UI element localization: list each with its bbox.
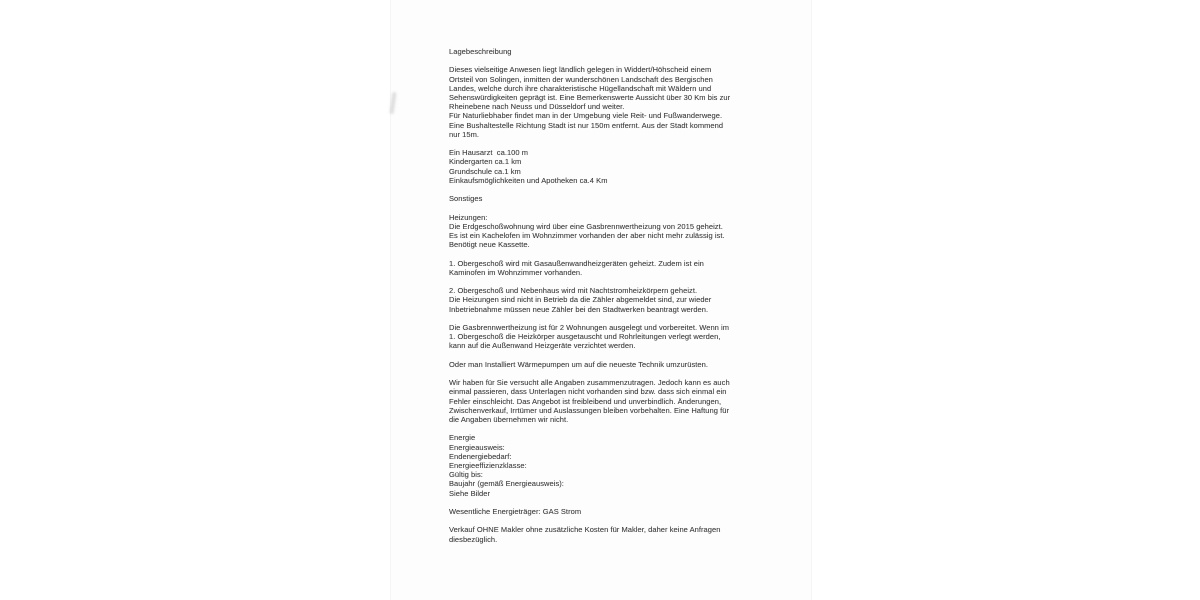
text-line: Sehenswürdigkeiten geprägt ist. Eine Bemerkenswerte Aussicht über 30 Km bis zur — [449, 93, 731, 102]
text-line: Energie — [449, 433, 476, 443]
text-line: Energieeffizienzklasse: — [449, 460, 527, 470]
text-line: Landes, welche durch ihre charakteristische Hügellandschaft mit Wäldern und — [449, 83, 712, 93]
text-line: Sonstiges — [449, 194, 483, 204]
text-line: Ortsteil von Solingen, inmitten der wunderschönen Landschaft des Bergischen — [449, 74, 713, 84]
document-paragraphs — [449, 65, 781, 543]
text-line: 2. Obergeschoß und Nebenhaus wird mit Nachtstromheizkörpern geheizt. — [449, 286, 698, 296]
text-line: einmal passieren, dass Unterlagen nicht vorhanden sind bzw. dass sich einmal ein — [449, 387, 727, 397]
text-line: Ein Hausarzt ca.100 m — [449, 148, 529, 158]
text-line: Kaminofen im Wohnzimmer vorhanden. — [449, 267, 583, 277]
text-line: Fehler einschleicht. Das Angebot ist freibleibend und unverbindlich. Änderungen, — [449, 396, 722, 406]
text-line: Die Heizungen sind nicht in Betrieb da die Zähler abgemeldet sind, zur wieder — [449, 295, 712, 305]
text-line: diesbezüglich. — [449, 534, 498, 544]
text-line: Grundschule ca.1 km — [449, 166, 521, 176]
text-line: Lagebeschreibung — [449, 47, 512, 56]
text-line: Die Erdgeschoßwohnung wird über eine Gasbrennwertheizung von 2015 geheizt. — [449, 221, 723, 231]
text-line: Endenergiebedarf: — [449, 451, 512, 461]
text-line: Einkaufsmöglichkeiten und Apotheken ca.4 Km — [449, 175, 608, 185]
text-line: Gültig bis: — [449, 470, 483, 480]
text-line: Energieausweis: — [449, 442, 505, 452]
document-body — [391, 0, 811, 553]
text-line: Kindergarten ca.1 km — [449, 157, 522, 167]
paragraph-heizung-obergeschoss-1 — [449, 259, 781, 277]
paragraph-haftungsausschluss — [449, 378, 781, 424]
text-line: Inbetriebnahme müssen neue Zähler bei den Stadtwerken beantragt werden. — [449, 304, 709, 314]
paragraph-gasbrennwertheizung-auslegung — [449, 323, 781, 351]
text-line: Rheinebene nach Neuss und Düsseldorf und weiter. — [449, 102, 625, 112]
text-line: Zwischenverkauf, Irrtümer und Auslassungen bleiben vorbehalten. Eine Haftung für — [449, 405, 729, 415]
paragraph-heizung-obergeschoss-2 — [449, 286, 781, 314]
text-line: die Angaben übernehmen wir nicht. — [449, 414, 569, 424]
paragraph-sonstiges-heading — [449, 194, 781, 203]
paragraph-nearby-distances — [449, 148, 781, 185]
text-line: Benötigt neue Kassette. — [449, 240, 530, 250]
text-line: Siehe Bilder — [449, 488, 491, 498]
text-line: Es ist ein Kachelofen im Wohnzimmer vorhanden der aber nicht mehr zulässig ist. — [449, 231, 725, 240]
text-line: Für Naturliebhaber findet man in der Umgebung viele Reit- und Fußwanderwege. — [449, 111, 723, 121]
text-line: kann auf die Außenwand Heizgeräte verzichtet werden. — [449, 341, 636, 351]
text-line: Wesentliche Energieträger: GAS Strom — [449, 506, 582, 516]
document-title — [449, 47, 781, 56]
text-line: nur 15m. — [449, 129, 479, 139]
scanned-page — [390, 0, 812, 600]
text-line: Verkauf OHNE Makler ohne zusätzliche Kosten für Makler, daher keine Anfragen — [449, 525, 721, 535]
paragraph-location-description — [449, 65, 781, 139]
paragraph-energietraeger — [449, 507, 781, 516]
paragraph-waermepumpen-hinweis — [449, 360, 781, 369]
text-line: 1. Obergeschoß die Heizkörper ausgetauscht und Rohrleitungen verlegt werden, — [449, 332, 721, 342]
paragraph-heizungen-erdgeschoss — [449, 213, 781, 250]
text-line: Wir haben für Sie versucht alle Angaben zusammenzutragen. Jedoch kann es auch — [449, 378, 730, 388]
paragraph-energie-angaben — [449, 433, 781, 497]
paragraph-verkauf-ohne-makler — [449, 525, 781, 543]
text-line: Eine Bushaltestelle Richtung Stadt ist nur 150m entfernt. Aus der Stadt kommend — [449, 120, 724, 130]
text-line: Baujahr (gemäß Energieausweis): — [449, 479, 564, 489]
text-line: 1. Obergeschoß wird mit Gasaußenwandheizgeräten geheizt. Zudem ist ein — [449, 258, 704, 268]
text-line: Die Gasbrennwertheizung ist für 2 Wohnungen ausgelegt und vorbereitet. Wenn im — [449, 322, 730, 332]
text-line: Heizungen: — [449, 212, 488, 222]
text-line: Oder man Installiert Wärmepumpen um auf die neueste Technik umzurüsten. — [449, 359, 708, 369]
text-line: Dieses vielseitige Anwesen liegt ländlich gelegen in Widdert/Höhscheid einem — [449, 65, 712, 75]
